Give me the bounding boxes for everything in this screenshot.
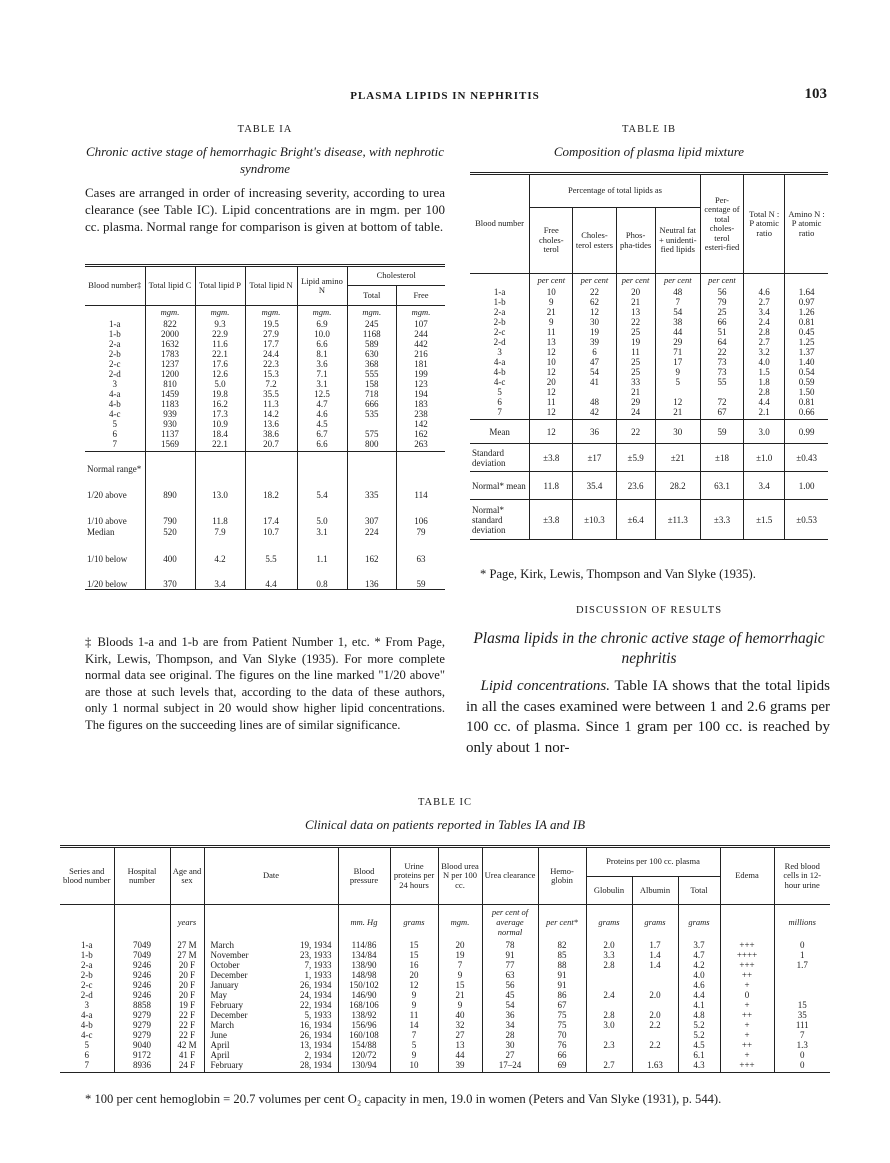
t1b-nmean-val: 28.2 xyxy=(655,472,700,500)
t1a-col-blood: 1-a 1-b 2-a 2-b 2-c 2-d 3 4-a 4-b 4-c 5 6 7 xyxy=(108,319,121,450)
t1a-h-amino: Lipid amino N xyxy=(297,266,347,306)
t1c-col-month: March November October December January May February December March June April April February xyxy=(204,939,276,1073)
discussion-subheading: Plasma lipids in the chronic active stage of hemorrhagic nephritis xyxy=(473,630,825,667)
t1a-col-free: 107 244 442 216 181 199 123 194 183 238 142 162 263 xyxy=(397,318,445,452)
t1b-mean-val: 30 xyxy=(655,420,700,444)
t1c-h-bun: Blood urea N per 100 cc. xyxy=(438,847,482,905)
t1a-normal-am: 3.1 xyxy=(297,526,347,538)
t1b-mean-val: 59 xyxy=(700,420,743,444)
t1b-mean-val: 36 xyxy=(573,420,616,444)
t1a-normal-n: 18.2 xyxy=(245,474,297,500)
t1c-col-edema: +++ ++++ +++ ++ + 0 + ++ + + ++ + +++ xyxy=(720,939,774,1073)
t1a-normal-free: 63 xyxy=(397,538,445,564)
t1a-normal-n: 10.7 xyxy=(245,526,297,538)
t1b-nsd-row xyxy=(470,500,828,540)
t1b-mean-row xyxy=(470,420,828,444)
t1b-unit: per cent xyxy=(655,274,700,286)
t1a-normal-tot: 307 xyxy=(347,500,397,526)
t1a-normal-p: 11.8 xyxy=(195,500,245,526)
t1c-col-age: 27 M 27 M 20 F 20 F 20 F 20 F 19 F 22 F 22 F 22 F 42 M 41 F 24 F xyxy=(170,939,204,1073)
t1a-normal-am: 0.8 xyxy=(297,564,347,590)
t1a-normal-p: 4.2 xyxy=(195,538,245,564)
table-1b-title: Composition of plasma lipid mixture xyxy=(553,144,745,159)
table-1a-label: TABLE IA xyxy=(237,124,293,135)
table-1b-label: TABLE IB xyxy=(621,124,677,135)
t1b-sd-label: Standard deviation xyxy=(470,444,530,472)
t1c-h-age: Age and sex xyxy=(170,847,204,905)
t1b-h-blood: Blood number xyxy=(475,218,525,229)
t1a-normal-row xyxy=(85,474,445,500)
t1b-h-esters: Choles-terol esters xyxy=(573,208,616,274)
t1c-unit-glob: grams xyxy=(586,905,632,939)
t1b-nmean-val: 11.8 xyxy=(530,472,573,500)
t1c-h-urea: Urea clearance xyxy=(482,847,538,905)
t1b-nsd-val: ±1.5 xyxy=(744,500,785,540)
t1b-data-block xyxy=(470,286,828,420)
table-1c-label: TABLE IC xyxy=(417,797,473,808)
t1c-col-urea: 78 91 77 63 56 45 54 36 34 28 30 27 17–24 xyxy=(482,939,538,1073)
t1b-unit: per cent xyxy=(700,274,743,286)
t1b-mean-val: 0.99 xyxy=(785,420,828,444)
t1c-col-bp: 114/86 134/84 138/90 148/98 150/102 146/90 168/106 138/92 156/96 160/108 154/88 120/72 130/94 xyxy=(338,939,390,1073)
t1b-nsd-val: ±10.3 xyxy=(573,500,616,540)
t1a-normal-tot: 335 xyxy=(347,474,397,500)
t1b-h-totaln: Total N : P atomic ratio xyxy=(744,174,785,274)
t1a-normal-label: Normal range* xyxy=(85,452,145,474)
t1c-col-alb: 1.7 1.4 1.4 2.0 2.0 2.2 2.2 1.63 xyxy=(632,939,678,1073)
t1b-col-esterified: 56 79 25 66 51 64 22 73 73 55 72 67 xyxy=(700,286,743,420)
t1a-normal-c: 520 xyxy=(145,526,195,538)
t1a-normal-row xyxy=(85,538,445,564)
t1c-h-hospital: Hospital number xyxy=(114,847,170,905)
t1b-sd-val: ±21 xyxy=(655,444,700,472)
t1b-col-totaln: 4.6 2.7 3.4 2.4 2.8 2.7 3.2 4.0 1.5 1.8 2.8 4.4 2.1 xyxy=(744,286,785,420)
t1b-sd-val: ±17 xyxy=(573,444,616,472)
t1c-unit-bp: mm. Hg xyxy=(338,905,390,939)
t1a-normal-label-1: 1/10 above xyxy=(87,515,127,526)
t1a-h-free: Free xyxy=(397,286,445,306)
t1b-sd-val: ±1.0 xyxy=(744,444,785,472)
t1c-unit-age: years xyxy=(170,905,204,939)
t1a-normal-n: 4.4 xyxy=(245,564,297,590)
t1b-nsd-label: Normal* standard deviation xyxy=(470,500,530,540)
t1c-h-bp: Blood pressure xyxy=(338,847,390,905)
t1a-normal-free: 106 xyxy=(397,500,445,526)
t1b-sd-val: ±18 xyxy=(700,444,743,472)
t1b-nmean-val: 23.6 xyxy=(616,472,655,500)
t1c-unit-urea: per cent of average normal xyxy=(482,905,538,939)
t1a-normal-label-3: 1/10 below xyxy=(87,553,128,564)
t1a-h-blood: Blood number‡ xyxy=(88,280,142,291)
page-number: 103 xyxy=(804,86,827,102)
t1a-normal-free: 79 xyxy=(397,526,445,538)
t1b-h-group: Percentage of total lipids as xyxy=(530,174,701,208)
t1a-normal-label-0: 1/20 above xyxy=(87,489,127,500)
t1a-normal-c: 370 xyxy=(145,564,195,590)
t1a-unit: mgm. xyxy=(145,306,195,318)
t1b-mean-label: Mean xyxy=(470,420,530,444)
t1a-normal-label-2: Median xyxy=(87,526,115,537)
t1b-mean-val: 3.0 xyxy=(744,420,785,444)
t1a-normal-free: 114 xyxy=(397,474,445,500)
t1b-h-aminon: Amino N : P atomic ratio xyxy=(785,174,828,274)
t1b-nsd-val: ±3.3 xyxy=(700,500,743,540)
t1a-normal-label-4: 1/20 below xyxy=(87,579,128,589)
t1b-nmean-label: Normal* mean xyxy=(470,472,530,500)
t1c-h-hemo: Hemo-globin xyxy=(538,847,586,905)
t1c-unit-total: grams xyxy=(678,905,720,939)
t1a-h-lipidn: Total lipid N xyxy=(245,266,297,306)
t1a-normal-tot: 224 xyxy=(347,526,397,538)
t1a-normal-row xyxy=(85,500,445,526)
t1c-col-hemo: 82 85 88 91 91 86 67 75 75 70 76 66 69 xyxy=(538,939,586,1073)
t1b-sd-val: ±3.8 xyxy=(530,444,573,472)
t1c-h-glob: Globulin xyxy=(586,877,632,905)
t1c-unit-urine: grams xyxy=(390,905,438,939)
t1c-col-bun: 20 19 7 9 15 21 9 40 32 27 13 44 39 xyxy=(438,939,482,1073)
discussion-lead: Lipid concentrations. xyxy=(480,678,610,694)
t1c-unit-rbc: millions xyxy=(774,905,830,939)
t1c-col-total: 3.7 4.7 4.2 4.0 4.6 4.4 4.1 4.8 5.2 5.2 4.5 6.1 4.3 xyxy=(678,939,720,1073)
t1b-sd-val: ±5.9 xyxy=(616,444,655,472)
table-1a-footnote: ‡ Bloods 1-a and 1-b are from Patient Number 1, etc. * From Page, Kirk, Lewis, Thompson, and Van Slyke (1935). For more complete normal data see original. The figures on the line marked "1/20 above" are those at such levels that, according to the data of these authors, only 1 normal subject in 20 would show higher lipid concentrations. The figures on the succeeding lines are of similar significance. xyxy=(85,635,445,732)
t1b-h-neutral: Neutral fat + unidenti-fied lipids xyxy=(655,208,700,274)
table-1c-title: Clinical data on patients reported in Tables IA and IB xyxy=(304,817,586,832)
t1a-normal-row xyxy=(85,564,445,590)
table-1a xyxy=(85,264,445,590)
t1a-normal-n: 5.5 xyxy=(245,538,297,564)
discussion-paragraph xyxy=(466,676,830,758)
t1b-nsd-val: ±3.8 xyxy=(530,500,573,540)
t1a-normal-am: 1.1 xyxy=(297,538,347,564)
t1b-col-neutral: 48 7 54 38 44 29 71 17 9 5 12 21 xyxy=(655,286,700,420)
t1a-normal-n: 17.4 xyxy=(245,500,297,526)
t1b-nmean-val: 63.1 xyxy=(700,472,743,500)
t1b-mean-val: 12 xyxy=(530,420,573,444)
t1b-col-phos: 20 21 13 22 25 19 11 25 25 33 21 29 24 xyxy=(616,286,655,420)
t1a-unit: mgm. xyxy=(245,306,297,318)
t1c-col-glob: 2.0 3.3 2.8 2.4 2.8 3.0 2.3 2.7 xyxy=(586,939,632,1073)
t1c-h-alb: Albumin xyxy=(632,877,678,905)
t1b-nsd-val: ±6.4 xyxy=(616,500,655,540)
t1c-unit-hemo: per cent* xyxy=(538,905,586,939)
t1c-h-edema: Edema xyxy=(720,847,774,905)
t1a-col-amino: 6.9 10.0 6.6 8.1 3.6 7.1 3.1 12.5 4.7 4.6 4.5 6.7 6.6 xyxy=(297,318,347,452)
t1b-col-aminon: 1.64 0.97 1.26 0.81 0.45 1.25 1.37 1.40 0.54 0.59 1.50 0.81 0.66 xyxy=(785,286,828,420)
t1a-col-n: 19.5 27.9 17.7 24.4 22.3 15.3 7.2 35.5 11.3 14.2 13.6 38.6 20.7 xyxy=(245,318,297,452)
running-title: PLASMA LIPIDS IN NEPHRITIS xyxy=(350,90,540,102)
table-1b-footnote: * Page, Kirk, Lewis, Thompson and Van Slyke (1935). xyxy=(480,567,756,581)
t1a-normal-free: 59 xyxy=(397,564,445,590)
t1b-col-blood: 1-a 1-b 2-a 2-b 2-c 2-d 3 4-a 4-b 4-c 5 6 7 xyxy=(493,287,506,418)
t1c-unit-bun: mgm. xyxy=(438,905,482,939)
t1c-h-series: Series and blood number xyxy=(63,865,111,885)
table-1c-footnote: * 100 per cent hemoglobin = 20.7 volumes per cent O₂ capacity in men, 19.0 in women (Peters and Van Slyke (1931), p. 544). xyxy=(85,1092,722,1106)
t1b-sd-row xyxy=(470,444,828,472)
t1b-col-free: 10 9 21 9 11 13 12 10 12 20 12 11 12 xyxy=(530,286,573,420)
t1b-h-phos: Phos-pha-tides xyxy=(616,208,655,274)
t1a-h-chol: Cholesterol xyxy=(347,266,445,286)
t1c-h-urine: Urine proteins per 24 hours xyxy=(390,847,438,905)
t1c-col-series: 1-a 1-b 2-a 2-b 2-c 2-d 3 4-a 4-b 4-c 5 6 7 xyxy=(80,940,93,1071)
t1a-normal-c: 400 xyxy=(145,538,195,564)
t1b-mean-val: 22 xyxy=(616,420,655,444)
t1a-h-lipidp: Total lipid P xyxy=(195,266,245,306)
t1b-nsd-val: ±11.3 xyxy=(655,500,700,540)
t1a-normal-p: 13.0 xyxy=(195,474,245,500)
t1a-h-lipidc: Total lipid C xyxy=(145,266,195,306)
t1b-unit: per cent xyxy=(573,274,616,286)
t1b-h-esterified: Per-centage of total choles-terol esteri-fied xyxy=(700,174,743,274)
t1c-h-total: Total xyxy=(678,877,720,905)
t1a-h-total: Total xyxy=(347,286,397,306)
t1b-unit: per cent xyxy=(616,274,655,286)
t1b-sd-val: ±0.43 xyxy=(785,444,828,472)
t1a-normal-c: 890 xyxy=(145,474,195,500)
discussion-body: Table IA shows that the total lipids in all the cases examined were between 1 and 2.6 grams per 100 cc. of plasma. Since 1 gram per 100 cc. is reached by only about 1 nor- xyxy=(466,678,831,756)
t1c-h-proteins: Proteins per 100 cc. plasma xyxy=(586,847,720,877)
t1a-data-block xyxy=(85,318,445,452)
t1a-col-total: 245 1168 589 630 368 555 158 718 666 535 575 800 xyxy=(347,318,397,452)
t1b-nmean-row xyxy=(470,472,828,500)
t1a-unit: mgm. xyxy=(397,306,445,318)
t1a-normal-am: 5.0 xyxy=(297,500,347,526)
t1a-normal-tot: 136 xyxy=(347,564,397,590)
t1b-h-free: Free choles-terol xyxy=(530,208,573,274)
t1b-nmean-val: 1.00 xyxy=(785,472,828,500)
t1a-normal-am: 5.4 xyxy=(297,474,347,500)
t1a-normal-p: 3.4 xyxy=(195,564,245,590)
t1b-unit: per cent xyxy=(530,274,573,286)
t1a-unit: mgm. xyxy=(297,306,347,318)
t1a-unit: mgm. xyxy=(347,306,397,318)
t1a-normal-p: 7.9 xyxy=(195,526,245,538)
t1c-h-date: Date xyxy=(204,847,338,905)
t1b-nmean-val: 3.4 xyxy=(744,472,785,500)
t1c-data-block xyxy=(60,939,830,1073)
t1a-normal-tot: 162 xyxy=(347,538,397,564)
t1a-unit: mgm. xyxy=(195,306,245,318)
table-1c xyxy=(60,845,830,1073)
table-1b xyxy=(470,172,828,540)
t1a-col-p: 9.3 22.9 11.6 22.1 17.6 12.6 5.0 19.8 16.2 17.3 10.9 18.4 22.1 xyxy=(195,318,245,452)
discussion-heading: DISCUSSION OF RESULTS xyxy=(575,605,723,616)
t1b-nsd-val: ±0.53 xyxy=(785,500,828,540)
table-1a-intro: Cases are arranged in order of increasing severity, according to urea clearance (see Table IC). Lipid concentrations are in mgm. per 100 cc. plasma. Normal range for comparison is given at bottom of table. xyxy=(85,185,445,234)
t1b-nmean-val: 35.4 xyxy=(573,472,616,500)
t1c-unit-alb: grams xyxy=(632,905,678,939)
t1c-col-day: 19, 1934 23, 1933 7, 1933 1, 1933 26, 1934 24, 1934 22, 1934 5, 1933 16, 1934 26, 1934 13, 1934 2, 1934 28, 1934 xyxy=(300,940,332,1071)
t1c-col-hospital: 7049 7049 9246 9246 9246 9246 8858 9279 9279 9279 9040 9172 8936 xyxy=(114,939,170,1073)
t1a-normal-row xyxy=(85,526,445,538)
t1a-normal-c: 790 xyxy=(145,500,195,526)
t1a-col-c: 822 2000 1632 1783 1237 1200 810 1459 1183 939 930 1137 1569 xyxy=(145,318,195,452)
t1b-col-esters: 22 62 12 30 19 39 6 47 54 41 48 42 xyxy=(573,286,616,420)
t1c-h-rbc: Red blood cells in 12-hour urine xyxy=(774,847,830,905)
t1c-col-rbc: 0 1 1.7 15 35 111 7 1.3 0 0 xyxy=(774,939,830,1073)
t1c-col-urine: 15 15 16 20 12 9 9 11 14 7 5 9 10 xyxy=(390,939,438,1073)
table-1a-title: Chronic active stage of hemorrhagic Bright's disease, with nephrotic syndrome xyxy=(86,144,444,176)
